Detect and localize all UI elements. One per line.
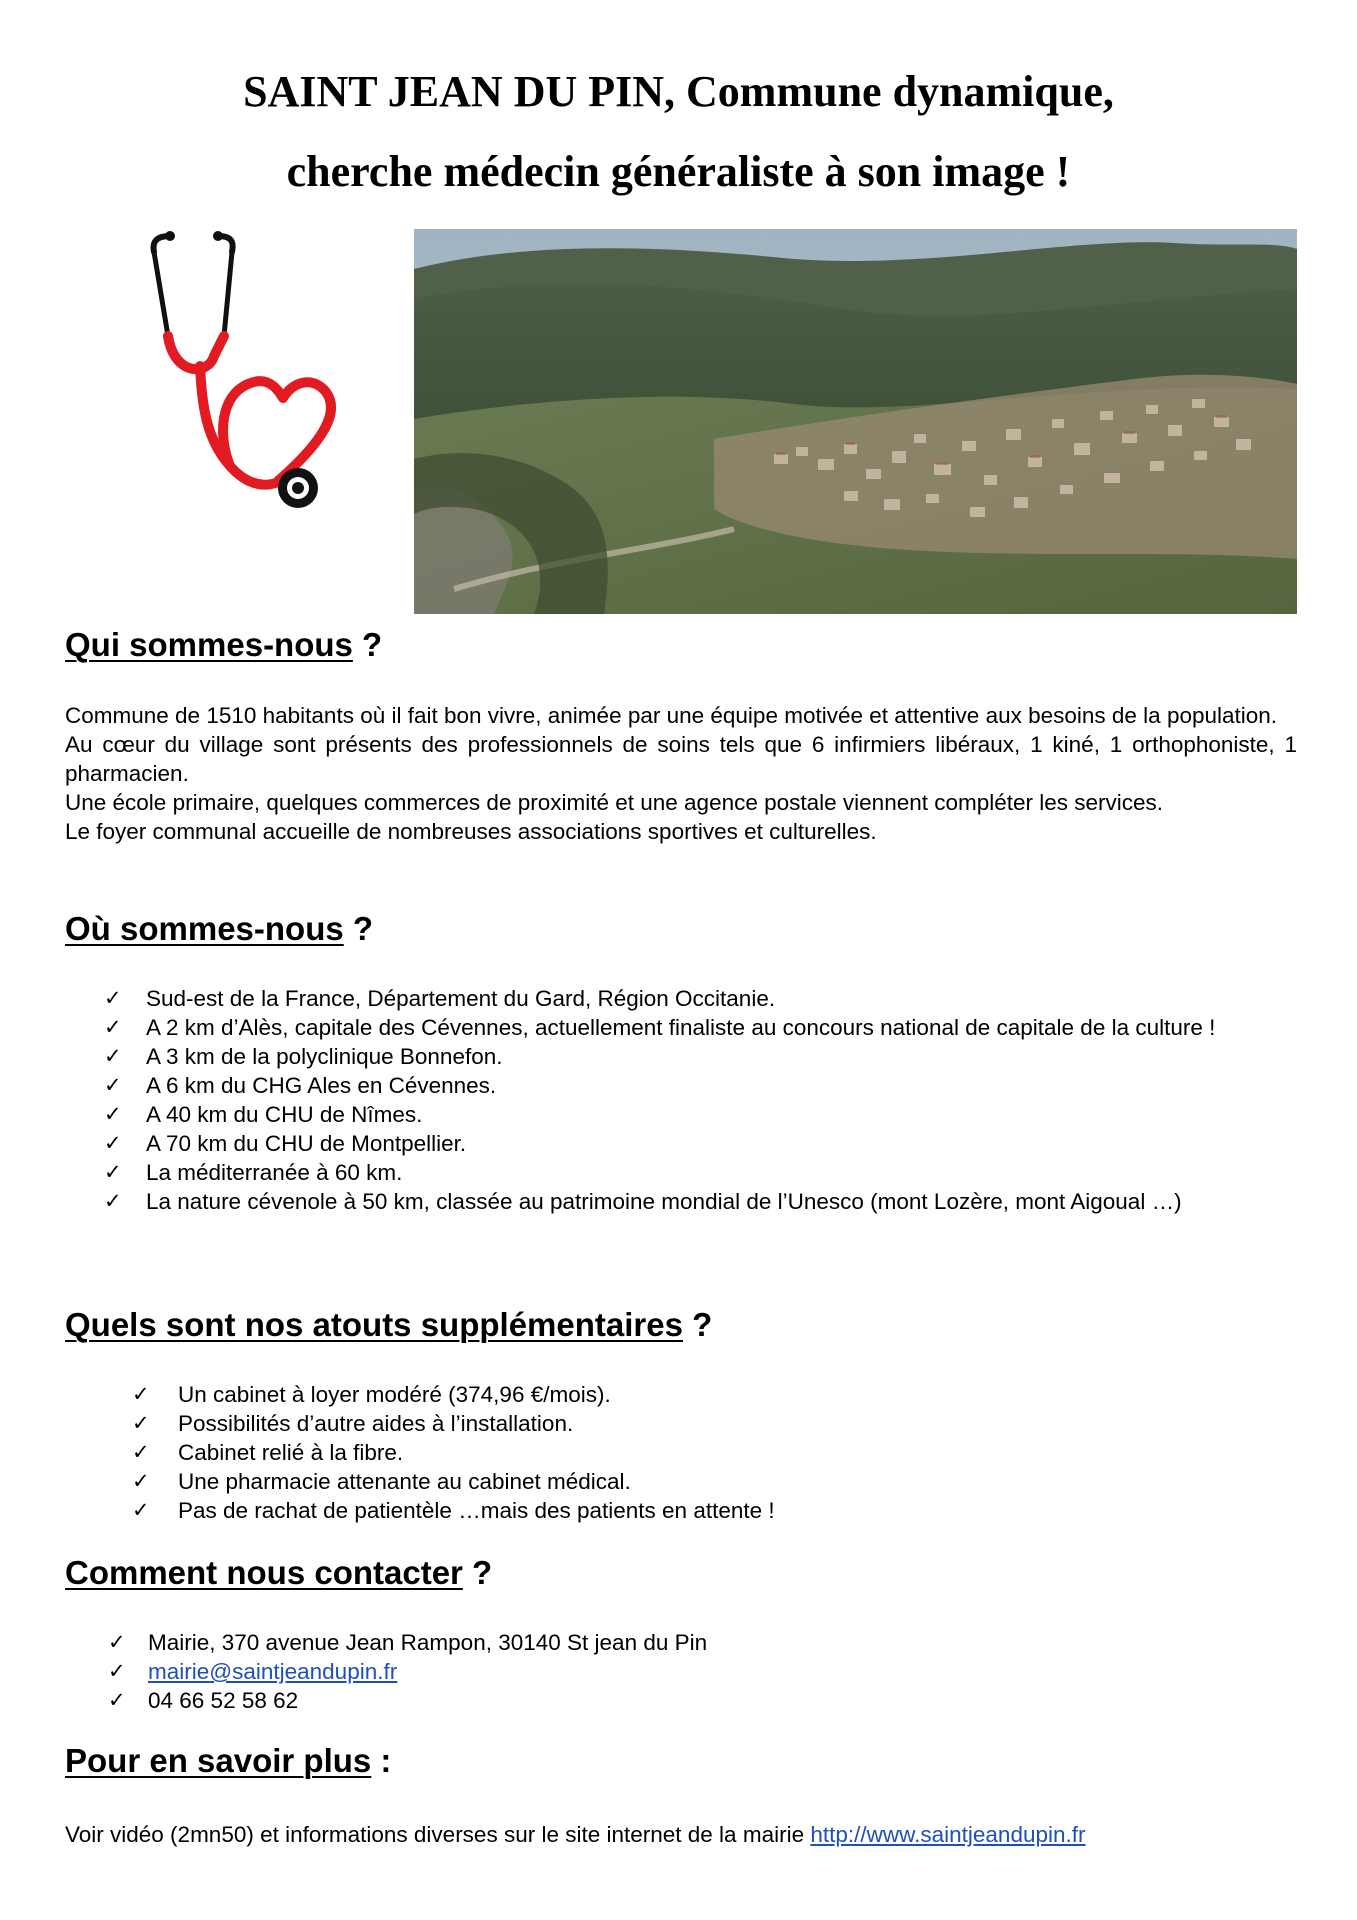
list-item-text: Pas de rachat de patientèle …mais des patients en attente ! <box>178 1498 775 1523</box>
list-item <box>104 1042 1296 1071</box>
check-icon: ✓ <box>132 1440 150 1464</box>
section-heading-plus <box>65 1742 391 1780</box>
list-item-text: A 6 km du CHG Ales en Cévennes. <box>146 1073 497 1098</box>
list-item <box>104 1100 1296 1129</box>
intro-paragraph: Au cœur du village sont présents des professionnels de soins tels que 6 infirmiers libéraux, 1 kiné, 1 orthophoniste, 1 pharmacien. <box>65 732 1297 786</box>
list-item-text: A 70 km du CHU de Montpellier. <box>146 1131 467 1156</box>
list-item-text: Cabinet relié à la fibre. <box>178 1440 404 1465</box>
more-info-text: Voir vidéo (2mn50) et informations diverses sur le site internet de la mairie <box>65 1822 811 1847</box>
aerial-village-photo <box>414 229 1297 614</box>
check-icon: ✓ <box>132 1411 150 1435</box>
list-item <box>132 1409 1296 1438</box>
contact-email <box>108 1657 1248 1686</box>
list-item <box>104 1187 1296 1216</box>
advantages-list <box>132 1380 1296 1525</box>
check-icon: ✓ <box>132 1498 150 1522</box>
list-item-text: La nature cévenole à 50 km, classée au patrimoine mondial de l’Unesco (mont Lozère, mont Aigoual …) <box>146 1189 1182 1214</box>
check-icon: ✓ <box>104 1015 122 1039</box>
section-heading-contact-suffix: ? <box>462 1554 493 1591</box>
website-link[interactable]: http://www.saintjeandupin.fr <box>810 1822 1086 1847</box>
list-item <box>104 984 1296 1013</box>
section-heading-ou-suffix: ? <box>343 910 374 947</box>
check-icon: ✓ <box>104 1044 122 1068</box>
page-title-line-1: SAINT JEAN DU PIN, Commune dynamique, <box>243 67 1114 116</box>
check-icon: ✓ <box>104 1073 122 1097</box>
list-item-text: A 2 km d’Alès, capitale des Cévennes, actuellement finaliste au concours national de capitale de la culture ! <box>146 1015 1216 1040</box>
contact-address <box>108 1628 1248 1657</box>
section-heading-contact-text: Comment nous contacter <box>65 1554 463 1591</box>
list-item-text: Possibilités d’autre aides à l’installation. <box>178 1411 574 1436</box>
section-heading-atouts-text: Quels sont nos atouts supplémentaires <box>65 1306 683 1343</box>
check-icon: ✓ <box>104 986 122 1010</box>
check-icon: ✓ <box>104 1102 122 1126</box>
contact-phone-text: 04 66 52 58 62 <box>148 1688 299 1713</box>
section-heading-ou-text: Où sommes-nous <box>65 910 344 947</box>
list-item <box>104 1071 1296 1100</box>
section-heading-qui-suffix: ? <box>352 626 383 663</box>
location-list <box>104 984 1296 1216</box>
page-title-line-2: cherche médecin généraliste à son image ! <box>286 147 1071 196</box>
section-heading-ou <box>65 910 373 948</box>
intro-paragraphs <box>65 701 1297 846</box>
list-item-text: Un cabinet à loyer modéré (374,96 €/mois). <box>178 1382 611 1407</box>
check-icon: ✓ <box>104 1189 122 1213</box>
list-item <box>104 1129 1296 1158</box>
section-heading-qui-text: Qui sommes-nous <box>65 626 353 663</box>
check-icon: ✓ <box>108 1659 126 1683</box>
list-item <box>132 1380 1296 1409</box>
contact-list <box>108 1628 1248 1715</box>
list-item <box>132 1496 1296 1525</box>
section-heading-atouts <box>65 1306 712 1344</box>
check-icon: ✓ <box>108 1630 126 1654</box>
check-icon: ✓ <box>104 1131 122 1155</box>
list-item-text: La méditerranée à 60 km. <box>146 1160 403 1185</box>
list-item <box>132 1467 1296 1496</box>
more-info-line <box>65 1820 1297 1849</box>
list-item-text: A 3 km de la polyclinique Bonnefon. <box>146 1044 503 1069</box>
contact-phone <box>108 1686 1248 1715</box>
list-item-text: Sud-est de la France, Département du Gard, Région Occitanie. <box>146 986 776 1011</box>
intro-paragraph: Commune de 1510 habitants où il fait bon vivre, animée par une équipe motivée et attentive aux besoins de la population. <box>65 703 1278 728</box>
list-item <box>104 1013 1296 1042</box>
check-icon: ✓ <box>104 1160 122 1184</box>
section-heading-plus-suffix: : <box>371 1742 392 1779</box>
list-item-text: A 40 km du CHU de Nîmes. <box>146 1102 423 1127</box>
email-link[interactable]: mairie@saintjeandupin.fr <box>148 1659 398 1684</box>
section-heading-contact <box>65 1554 492 1592</box>
check-icon: ✓ <box>132 1382 150 1406</box>
check-icon: ✓ <box>132 1469 150 1493</box>
intro-paragraph: Une école primaire, quelques commerces de proximité et une agence postale viennent compléter les services. <box>65 790 1164 815</box>
intro-paragraph: Le foyer communal accueille de nombreuses associations sportives et culturelles. <box>65 819 877 844</box>
section-heading-plus-text: Pour en savoir plus <box>65 1742 372 1779</box>
list-item <box>132 1438 1296 1467</box>
contact-address-text: Mairie, 370 avenue Jean Rampon, 30140 St jean du Pin <box>148 1630 708 1655</box>
check-icon: ✓ <box>108 1688 126 1712</box>
list-item <box>104 1158 1296 1187</box>
section-heading-qui <box>65 626 382 664</box>
stethoscope-heart-icon <box>148 226 348 516</box>
section-heading-atouts-suffix: ? <box>682 1306 713 1343</box>
list-item-text: Une pharmacie attenante au cabinet médical. <box>178 1469 631 1494</box>
